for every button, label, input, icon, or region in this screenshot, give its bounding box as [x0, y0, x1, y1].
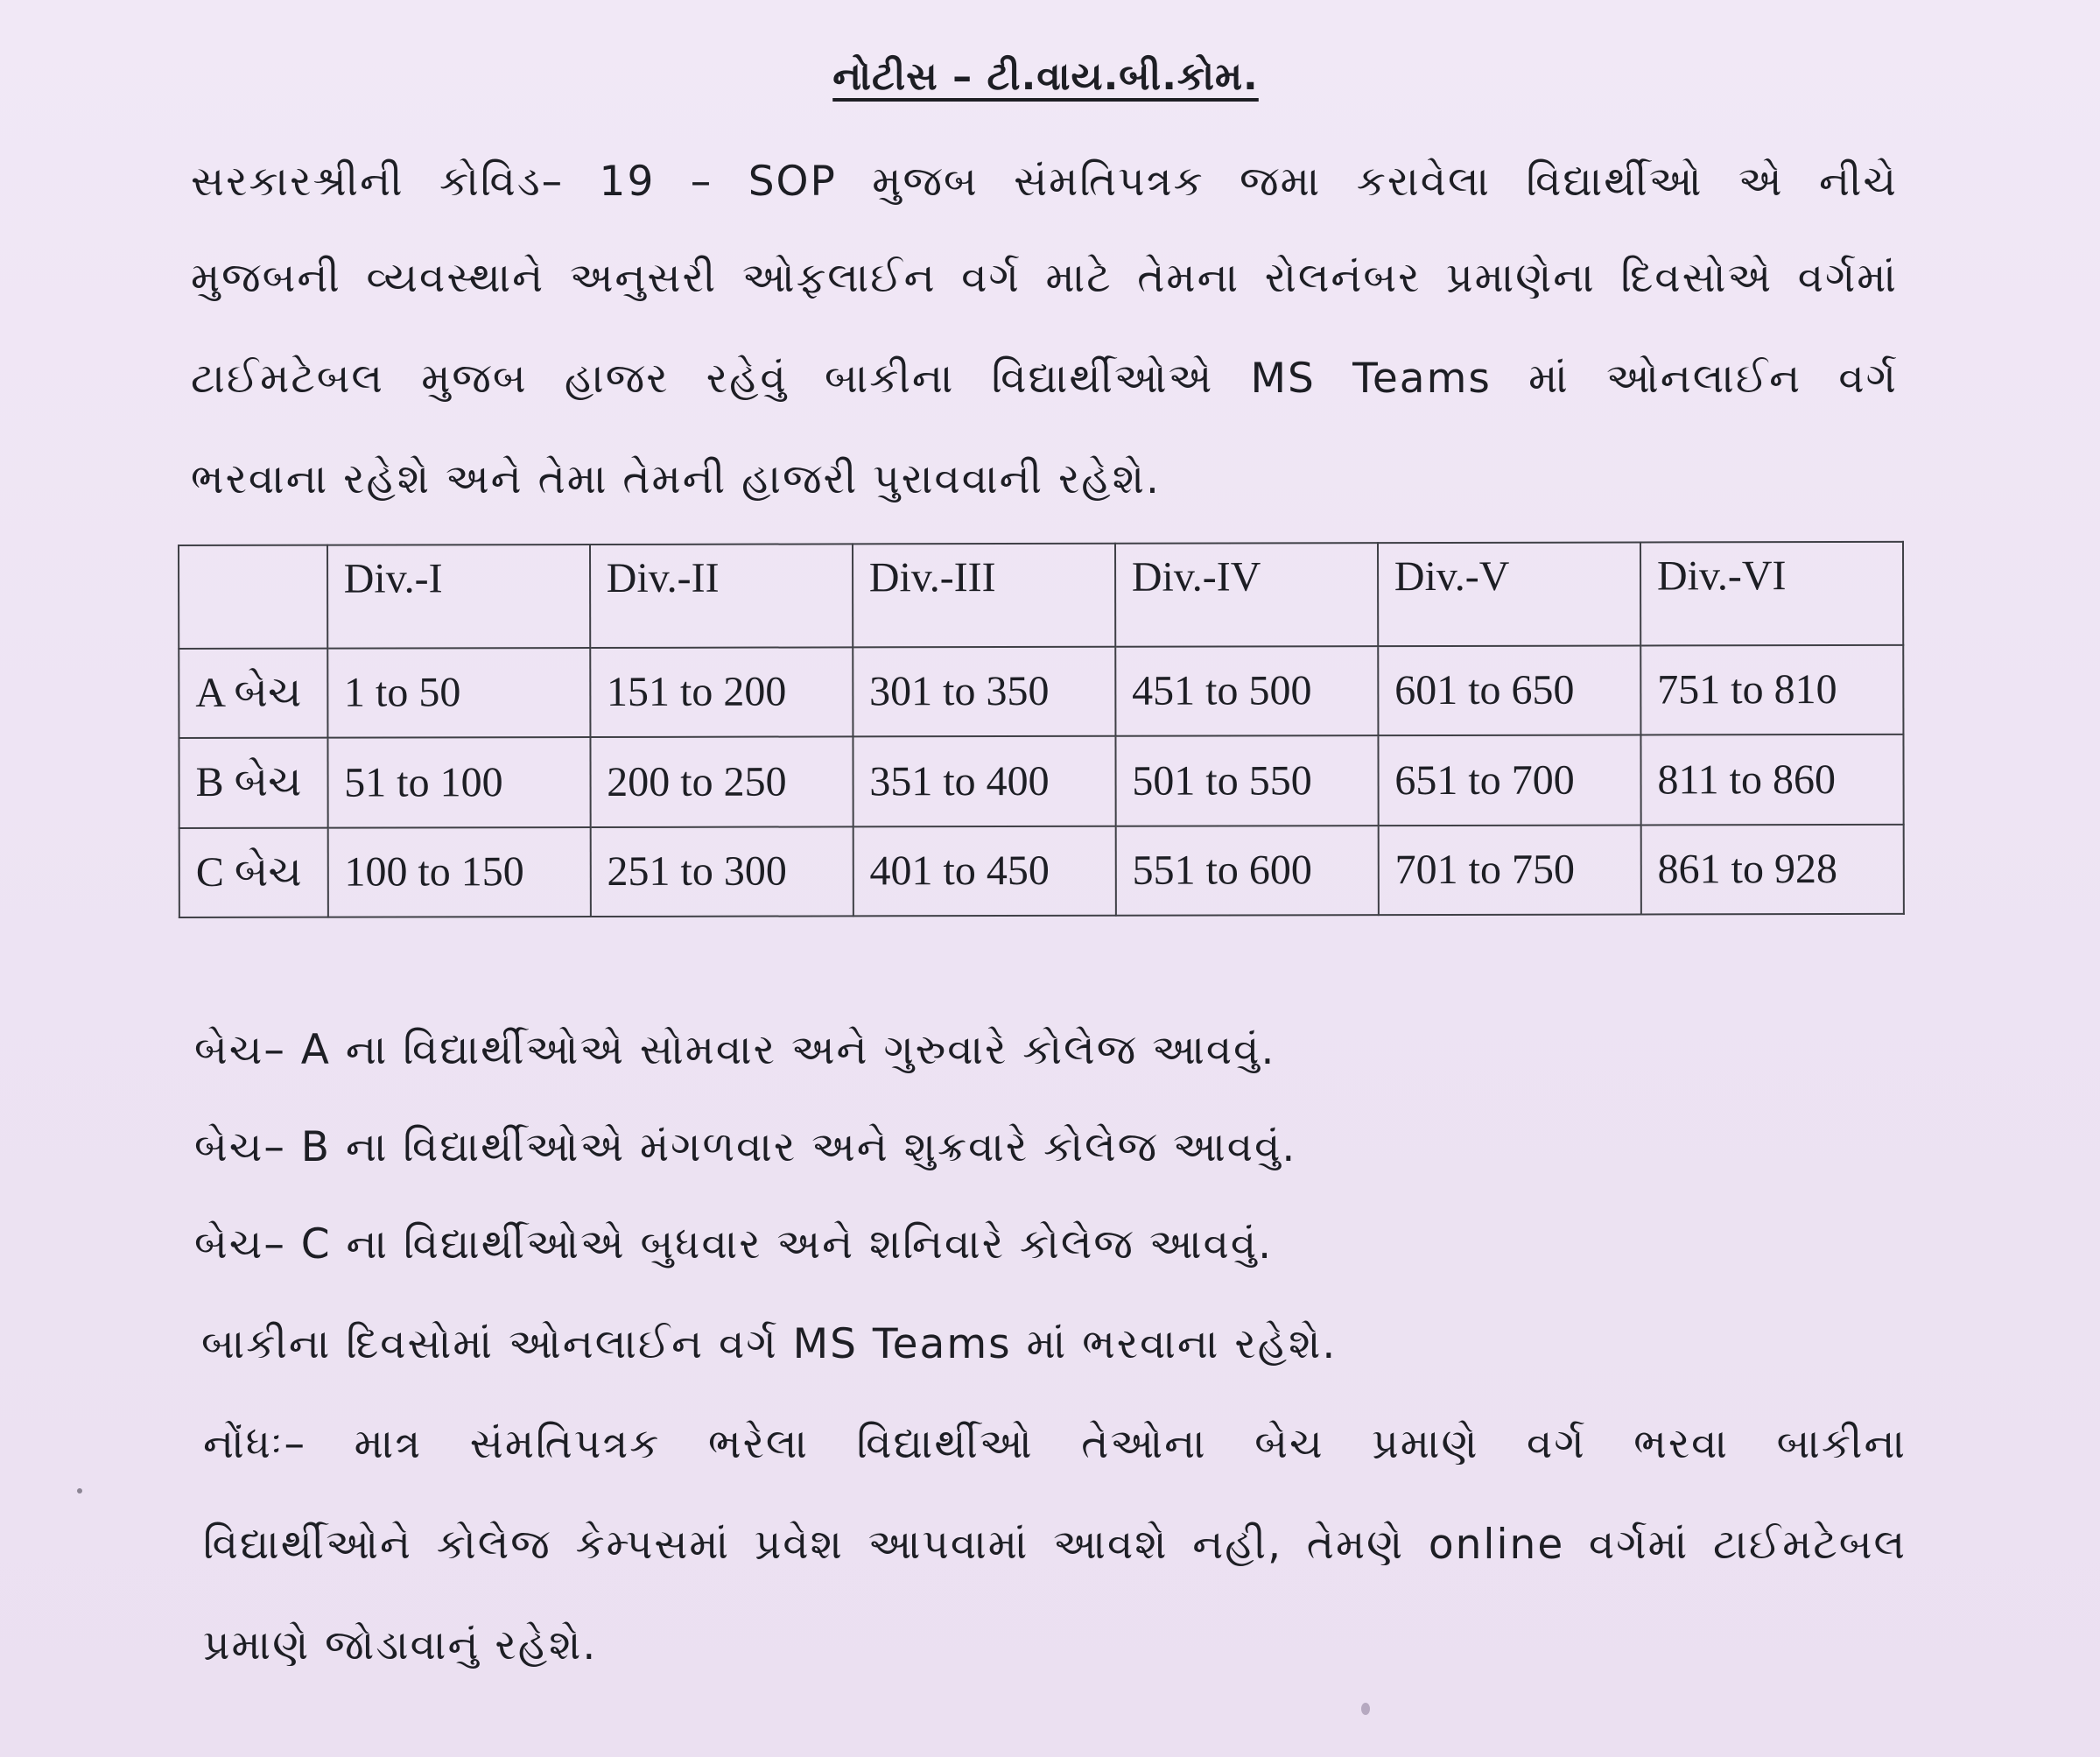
table-cell: 751 to 810: [1640, 645, 1903, 735]
table-cell: 861 to 928: [1641, 824, 1904, 914]
intro-line-4: ભરવાના રહેશે અને તેમા તેમની હાજરી પુરાવવાની રહેશે.: [191, 455, 1161, 503]
table-header-cell: Div.-III: [853, 544, 1115, 647]
table-cell: 51 to 100: [327, 737, 590, 827]
table-cell: 701 to 750: [1378, 825, 1640, 915]
table-cell: 251 to 300: [590, 826, 853, 917]
batch-c-schedule: બેચ– C ના વિદ્યાર્થીઓએ બુધવાર અને શનિવારે કોલેજ આવવું.: [194, 1220, 1274, 1269]
table-cell: 601 to 650: [1378, 645, 1640, 735]
table-cell: 811 to 860: [1640, 734, 1903, 825]
table-header-cell: Div.-VI: [1640, 542, 1903, 645]
scan-speck: [77, 1488, 82, 1493]
table-header-cell: Div.-II: [590, 544, 853, 647]
table-cell: 151 to 200: [590, 647, 853, 737]
batch-label-cell: A બેચ: [179, 648, 327, 738]
table-cell: 1 to 50: [327, 648, 590, 738]
table-row: [179, 645, 1903, 739]
table-cell: 200 to 250: [590, 736, 853, 826]
note-line-3: પ્રમાણે જોડાવાનું રહેશે.: [203, 1621, 598, 1669]
table-cell: 351 to 400: [853, 736, 1115, 826]
table-header-cell: Div.-V: [1378, 543, 1640, 646]
table-header-cell: Div.-IV: [1115, 543, 1378, 646]
scan-speck: [1361, 1703, 1370, 1715]
intro-line-2: મુજબની વ્યવસ્થાને અનુસરી ઓફલાઈન વર્ગ માટે તેમના રોલનંબર પ્રમાણેના દિવસોએ વર્ગમાં: [191, 254, 1898, 302]
notice-title: નોટીસ – ટી.વાય.બી.કોમ.: [832, 54, 1259, 99]
table-header-cell: Div.-I: [327, 545, 590, 648]
table-cell: 451 to 500: [1115, 646, 1378, 736]
table-cell: 401 to 450: [853, 826, 1115, 916]
table-row: [179, 824, 1904, 917]
table-cell: 551 to 600: [1115, 826, 1378, 916]
batch-b-schedule: બેચ– B ના વિદ્યાર્થીઓએ મંગળવાર અને શુક્રવારે કોલેજ આવવું.: [194, 1123, 1297, 1171]
table-cell: 301 to 350: [853, 646, 1115, 736]
intro-line-3: ટાઈમટેબલ મુજબ હાજર રહેવું બાકીના વિદ્યાર્થીઓએ MS Teams માં ઓનલાઈન વર્ગ: [191, 355, 1898, 403]
table-cell: 501 to 550: [1115, 735, 1378, 826]
table-row: [179, 734, 1903, 828]
batch-a-schedule: બેચ– A ના વિદ્યાર્થીઓએ સોમવાર અને ગુરુવારે કોલેજ આવવું.: [194, 1026, 1276, 1074]
table-header-cell: [179, 545, 327, 649]
table-header-row: [179, 542, 1903, 649]
batch-label-cell: B બેચ: [179, 738, 327, 828]
intro-line-1: સરકારશ્રીની કોવિડ– 19 – SOP મુજબ સંમતિપત્રક જમા કરાવેલા વિદ્યાર્થીઓ એ નીચે: [191, 158, 1898, 206]
remaining-days-note: બાકીના દિવસોમાં ઓનલાઈન વર્ગ MS Teams માં ભરવાના રહેશે.: [201, 1320, 1338, 1368]
table-cell: 100 to 150: [327, 827, 590, 917]
batch-label-cell: C બેચ: [179, 827, 328, 917]
note-line-2: વિદ્યાર્થીઓને કોલેજ કેમ્પસમાં પ્રવેશ આપવામાં આવશે નહી, તેમણે online વર્ગમાં ટાઈમટેબલ: [203, 1521, 1907, 1569]
batch-roll-number-table: [178, 541, 1905, 918]
notice-title-wrapper: [0, 54, 2100, 99]
table-cell: 651 to 700: [1378, 735, 1640, 826]
note-line-1: નોંધઃ– માત્ર સંમતિપત્રક ભરેલા વિદ્યાર્થીઓ તેઓના બેચ પ્રમાણે વર્ગ ભરવા બાકીના: [203, 1420, 1907, 1468]
